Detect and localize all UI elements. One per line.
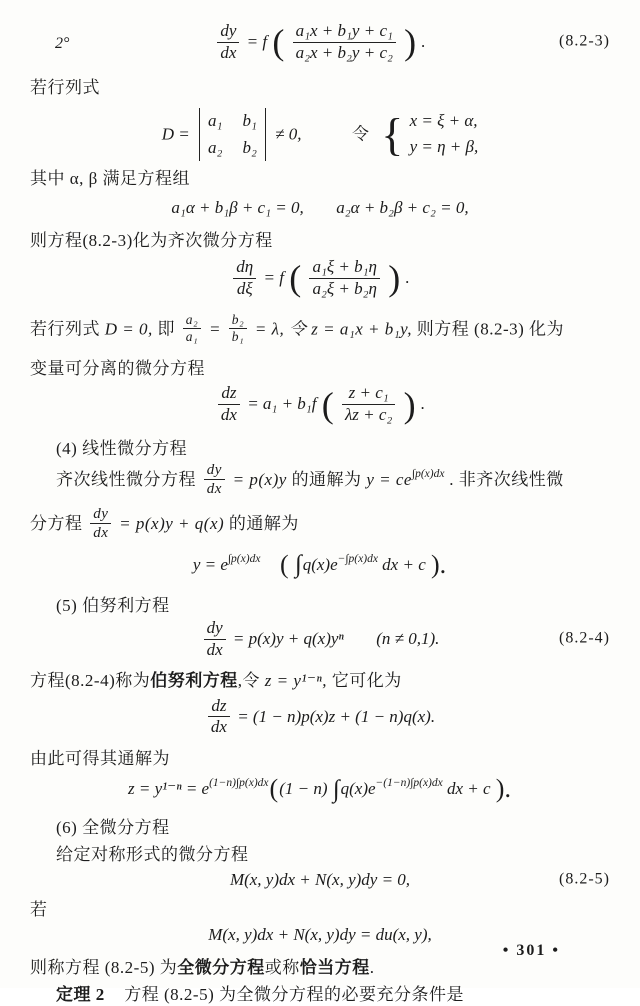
- cases-brace: {: [381, 108, 404, 160]
- paragraph-with-inline-math: 方程(8.2-4)称为伯努利方程,令 z = y¹⁻ⁿ, 它可化为: [30, 671, 402, 691]
- equation-8-2-3: [0, 22, 640, 62]
- theorem-2-statement: 定理 2 方程 (8.2-5) 为全微分方程的必要充分条件是: [56, 985, 464, 1005]
- paragraph-with-inline-math: 齐次线性微分方程 $\frac{dy}{dx}$ = p(x)y 的通解为 $y = ce^{\int p(x)dx}$ . 非齐次线性微: [56, 461, 564, 498]
- equation-punctuation: .: [420, 394, 426, 414]
- open-paren: (: [279, 549, 289, 579]
- paragraph-with-inline-math: 分方程 $\frac{dy}{dx}$ = p(x)y + q(x) 的通解为: [30, 505, 299, 542]
- integral-superscript: (1−n)∫p(x)dx: [209, 777, 269, 790]
- bold-term-exact: 全微分方程: [177, 957, 265, 977]
- item-marker: 2°: [55, 35, 70, 52]
- paragraph-text: 给定对称形式的微分方程: [56, 845, 249, 865]
- paragraph-text: 若行列式: [30, 78, 100, 98]
- equation-text: M(x, y)dx + N(x, y)dy = du(x, y),: [208, 924, 432, 944]
- fraction-argument: $\frac{\text{a₁x + b₁y + c₁}}{\text{a₂x + b₂y + c₂}}$: [293, 22, 396, 62]
- equation-tag: (8.2-3): [559, 32, 610, 50]
- integral-superscript: ∫p(x)dx: [227, 552, 261, 565]
- determinant-equation: [0, 108, 640, 161]
- open-paren: (: [269, 774, 279, 804]
- equation-condition: (n ≠ 0,1).: [376, 629, 440, 649]
- open-paren: (: [289, 258, 302, 299]
- paragraph-with-bold-terms: 则称方程 (8.2-5) 为全微分方程或称恰当方程.: [30, 957, 375, 977]
- close-paren: ): [404, 22, 417, 63]
- equation-text: M(x, y)dx + N(x, y)dy = 0,: [229, 870, 411, 890]
- paragraph-with-inline-math: 若行列式 D = 0, 即 $\frac{\text{a₂}}{\text{a₁}}$ = $\frac{\text{b₂}}{\text{b₁}}$ = λ, 令 z = a₁x + b₁y, 则方程 (8.2-3) 化为: [30, 311, 565, 345]
- section-heading-4: (4) 线性微分方程: [56, 438, 188, 458]
- close-paren: ).: [495, 774, 511, 804]
- equation-text: = f: [246, 32, 268, 52]
- equation-text: ≠ 0,: [275, 124, 302, 144]
- paragraph-text: 则方程(8.2-3)化为齐次微分方程: [30, 231, 273, 251]
- fraction-deta-dxi: $\frac{d\eta}{d\xi}$: [233, 258, 256, 298]
- page-number: • 301 •: [502, 942, 560, 960]
- equation-text: = p(x)y + q(x)yⁿ: [232, 629, 344, 649]
- section-heading-5: (5) 伯努利方程: [56, 595, 170, 615]
- fraction-dz-dx: $\frac{dz}{dx}$: [218, 384, 240, 424]
- integral-superscript: −(1−n)∫p(x)dx: [375, 777, 443, 790]
- fraction-dy-dx: $\frac{dy}{dx}$: [204, 619, 226, 659]
- integral-sign: ∫: [332, 775, 340, 803]
- paragraph-text: 其中 α, β 满足方程组: [30, 168, 191, 188]
- linear-solution-equation: $y = e^{\int p(x)dx}$ ( $\int q(x)e^{-\int p(x)dx}$ dx + c ).: [192, 549, 447, 579]
- inline-fraction: $\frac{\text{a₂}}{\text{a₁}}$: [183, 313, 201, 346]
- equation-punctuation: .: [405, 268, 410, 288]
- close-paren: ).: [430, 549, 447, 579]
- determinant-matrix: a₁ b₁ a₂ b₂: [199, 108, 266, 161]
- close-paren: ): [388, 258, 401, 299]
- integral-superscript: −∫p(x)dx: [337, 552, 378, 565]
- close-paren: ): [403, 384, 416, 425]
- paragraph-text: 变量可分离的微分方程: [30, 359, 205, 379]
- alpha-beta-equations: a₁α + b₁β + c₁ = 0, a₂α + b₂β + c₂ = 0,: [171, 197, 469, 217]
- homogeneous-equation: [0, 258, 640, 298]
- bernoulli-solution-equation: $z = y^{1-n} = e^{(1-n)\int p(x)dx}((1 - n)$ $\int q(x)e^{-(1-n)\int p(x)dx}$ dx + c ).: [128, 774, 511, 804]
- transformed-bernoulli-equation: [0, 697, 640, 737]
- fraction-argument: $\frac{\text{a₁ξ + b₁η}}{\text{a₂ξ + b₂η}}$: [309, 258, 380, 298]
- substitution-cases: x = ξ + α, y = η + β,: [409, 111, 479, 157]
- equation-8-2-5: [0, 868, 640, 891]
- inline-fraction: $\frac{\text{b₂}}{\text{b₁}}$: [229, 313, 247, 346]
- paragraph-text: 由此可得其通解为: [30, 749, 170, 769]
- open-paren: (: [321, 384, 334, 425]
- chinese-text: 令: [351, 124, 369, 144]
- equation-tag: (8.2-4): [559, 629, 610, 647]
- fraction-dy-dx: $\frac{dy}{dx}$: [217, 22, 239, 62]
- integral-sign: ∫: [294, 551, 302, 579]
- fraction-dz-dx: $\frac{dz}{dx}$: [208, 697, 230, 737]
- theorem-label: 定理 2: [56, 985, 105, 1005]
- inline-fraction-dy-dx: $\frac{dy}{dx}$: [204, 462, 225, 498]
- bold-term-bernoulli: 伯努利方程: [150, 671, 238, 691]
- equation-tag: (8.2-5): [559, 870, 610, 888]
- inline-fraction-dy-dx: $\frac{dy}{dx}$: [90, 506, 111, 542]
- fraction-argument: $\frac{\text{z + c₁}}{\text{λz + c₂}}$: [342, 384, 395, 424]
- section-heading-6: (6) 全微分方程: [56, 818, 170, 838]
- bold-term-proper: 恰当方程: [299, 957, 370, 977]
- equation-text: D =: [161, 124, 190, 144]
- open-paren: (: [272, 22, 285, 63]
- integral-superscript: ∫p(x)dx: [411, 467, 445, 480]
- equation-text: = (1 − n)p(x)z + (1 − n)q(x).: [237, 706, 436, 726]
- equation-punctuation: .: [421, 32, 426, 52]
- equation-text: = a₁ + b₁f: [247, 394, 317, 414]
- equation-8-2-4: [0, 619, 640, 659]
- separable-equation: [0, 384, 640, 424]
- equation-text: = f: [263, 268, 284, 288]
- paragraph-text: 若: [30, 899, 48, 919]
